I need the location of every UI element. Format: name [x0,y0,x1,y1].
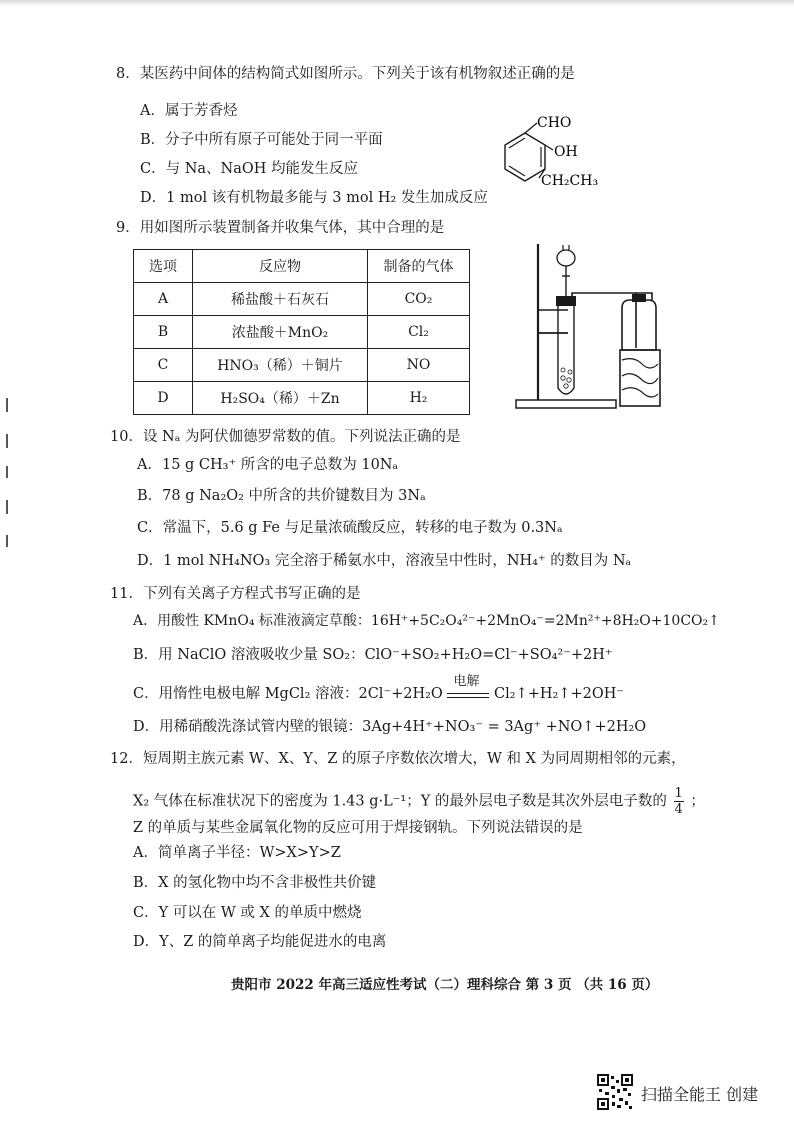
cell-option: D [134,382,193,415]
margin-mark [6,398,8,412]
equals-line [447,693,489,694]
q12-stem-line1: 12．短周期主族元素 W、X、Y、Z 的原子序数依次增大，W 和 X 为同周期相邻的元素， [110,751,686,767]
q10-option-b: B．78 g Na₂O₂ 中所含的共价键数目为 3Nₐ [137,488,426,504]
q10-option-c: C．常温下，5.6 g Fe 与足量浓硫酸反应，转移的电子数为 0.3Nₐ [137,520,563,536]
fraction-denominator: 4 [674,802,683,817]
table-header-row [134,250,470,283]
margin-mark [6,535,8,547]
header-option: 选项 [134,250,193,283]
q12-stem-line3: Z 的单质与某些金属氧化物的反应可用于焊接钢轨。下列说法错误的是 [133,820,583,836]
q11-option-a: A．用酸性 KMnO₄ 标准液滴定草酸：16H⁺+5C₂O₄²⁻+2MnO₄⁻=2Mn²⁺+8H₂O+10CO₂↑ [133,613,720,629]
q8-option-d: D．1 mol 该有机物最多能与 3 mol H₂ 发生加成反应 [140,190,488,206]
margin-mark [6,466,8,478]
header-gas: 制备的气体 [368,250,470,283]
fraction [674,786,684,817]
q8-option-a: A．属于芳香烃 [140,103,238,119]
equals-line [447,697,489,698]
q12-stem-end: ； [690,793,705,810]
q12-stem-line2 [133,786,705,817]
q11-option-c [133,674,625,704]
q12-option-b: B．X 的氢化物中均不含非极性共价键 [133,875,377,891]
oh-label: OH [554,144,578,160]
q8-option-b: B．分子中所有原子可能处于同一平面 [140,132,383,148]
cell-option: C [134,349,193,382]
table-row [134,382,470,415]
table-row [134,349,470,382]
cell-reactants: H₂SO₄（稀）＋Zn [193,382,368,415]
margin-mark [6,500,8,514]
q12-stem-text: X₂ 气体在标准状况下的密度为 1.43 g·L⁻¹；Y 的最外层电子数是其次外层电子数的 [133,793,667,810]
q11-option-b: B．用 NaClO 溶液吸收少量 SO₂：ClO⁻+SO₂+H₂O=Cl⁻+SO₄²⁻+2H⁺ [133,647,613,663]
cell-option: B [134,316,193,349]
fraction-numerator: 1 [674,786,683,801]
table-row [134,316,470,349]
cell-reactants: HNO₃（稀）＋铜片 [193,349,368,382]
table-row [134,283,470,316]
header-reactants: 反应物 [193,250,368,283]
q9-apparatus-diagram [508,238,678,418]
electrolysis-arrow [447,674,489,704]
cell-reactants: 浓盐酸＋MnO₂ [193,316,368,349]
cho-label: CHO [537,115,572,131]
cell-option: A [134,283,193,316]
q9-table [133,249,470,415]
scan-top-edge [0,0,794,6]
page-footer: 贵阳市 2022 年高三适应性考试（二）理科综合 第 3 页 （共 16 页） [231,977,659,993]
q8-stem: 8．某医药中间体的结构简式如图所示。下列关于该有机物叙述正确的是 [116,66,575,82]
q8-option-c: C．与 Na、NaOH 均能发生反应 [140,161,359,177]
cell-gas: NO [368,349,470,382]
electrolysis-label: 电解 [453,674,480,689]
qr-code-icon [597,1074,633,1110]
q10-option-d: D．1 mol NH₄NO₃ 完全溶于稀氨水中，溶液呈中性时，NH₄⁺ 的数目为 Nₐ [137,553,632,569]
q12-option-c: C．Y 可以在 W 或 X 的单质中燃烧 [133,905,362,921]
q9-stem: 9．用如图所示装置制备并收集气体，其中合理的是 [116,220,445,236]
ethyl-label: CH₂CH₃ [541,173,599,189]
q10-option-a: A．15 g CH₃⁺ 所含的电子总数为 10Nₐ [137,457,399,473]
q11-option-d: D．用稀硝酸洗涤试管内壁的银镜：3Ag+4H⁺+NO₃⁻ = 3Ag⁺ +NO↑+2H₂O [133,719,647,735]
q11-option-c-products: Cl₂↑+H₂↑+2OH⁻ [494,686,625,702]
margin-mark [6,434,8,448]
q12-option-d: D．Y、Z 的简单离子均能促进水的电离 [133,934,387,950]
q10-stem: 10．设 Nₐ 为阿伏伽德罗常数的值。下列说法正确的是 [110,429,461,445]
q12-option-a: A．简单离子半径：W>X>Y>Z [133,845,341,861]
cell-gas: CO₂ [368,283,470,316]
q8-structure-diagram [495,108,615,194]
scanner-watermark: 扫描全能王 创建 [641,1085,759,1104]
cell-reactants: 稀盐酸＋石灰石 [193,283,368,316]
cell-gas: Cl₂ [368,316,470,349]
q11-option-c-text: C．用惰性电极电解 MgCl₂ 溶液：2Cl⁻+2H₂O [133,686,443,702]
cell-gas: H₂ [368,382,470,415]
q11-stem: 11．下列有关离子方程式书写正确的是 [110,586,361,602]
